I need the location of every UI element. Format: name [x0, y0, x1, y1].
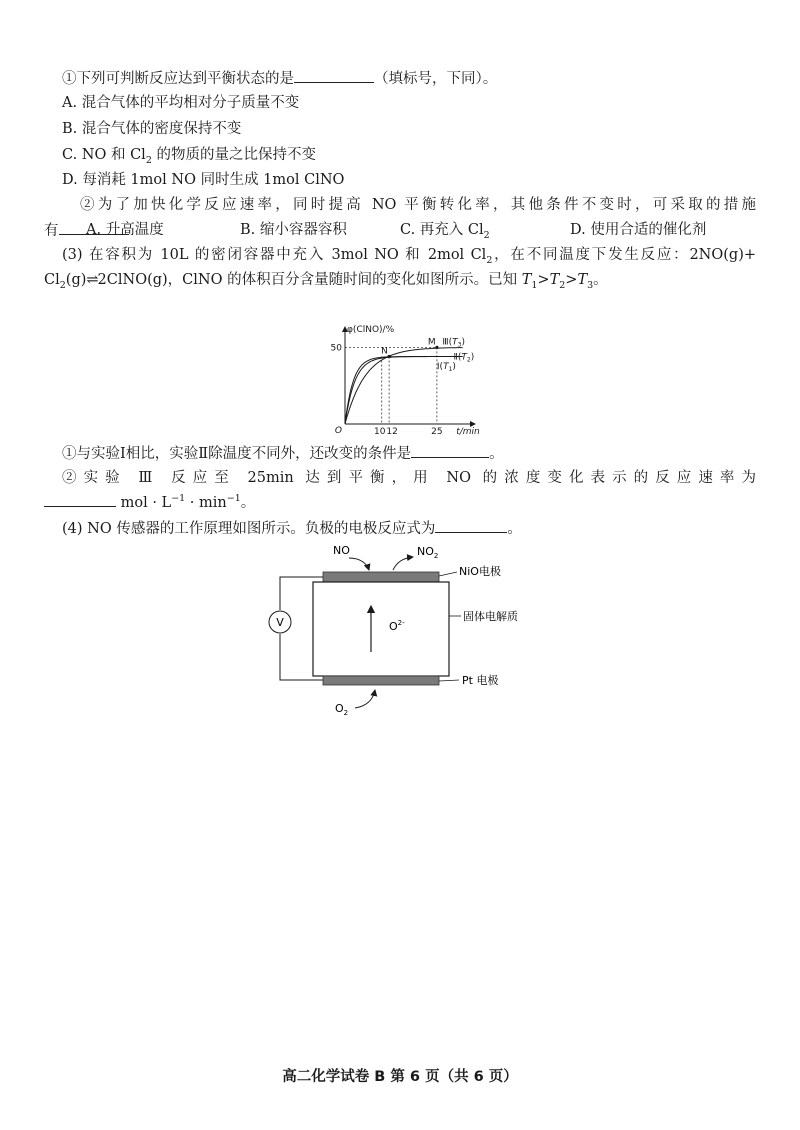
q2-options: [44, 220, 764, 241]
x-axis-label: t/min: [456, 427, 480, 437]
series-label-1: $Ⅲ(T_3)$: [442, 337, 465, 349]
q1-stem: [62, 68, 497, 89]
subscript: 2: [433, 552, 439, 560]
q1-stem-text: ①下列可判断反应达到平衡状态的是: [62, 71, 294, 87]
q2-option-c: [400, 220, 490, 240]
temp-symbol: T: [549, 272, 560, 288]
unit-mol-l: mol · L: [120, 495, 172, 511]
q3-g: (g): [65, 272, 87, 288]
series-label-3: $Ⅰ(T_1)$: [436, 361, 456, 373]
o2-in-arrow-icon: [355, 690, 375, 708]
unit-min: · min: [185, 495, 227, 511]
superscript: 2-: [397, 619, 405, 627]
q2-option-d: D. 使用合适的催化剂: [570, 222, 707, 238]
period: 。: [240, 495, 256, 511]
period: 。: [489, 446, 504, 462]
no2-outlet-label: [417, 545, 438, 560]
q2-stem: ②为了加快化学反应速率，同时提高 NO 平衡转化率，其他条件不变时，可采取的措施: [80, 197, 756, 213]
q1-option-d: D. 每消耗 1mol NO 同时生成 1mol ClNO: [62, 172, 345, 188]
o2-label: [335, 702, 348, 717]
gt-sign: >: [565, 272, 578, 288]
no-in-arrow-icon: [349, 558, 369, 570]
no-inlet-label: NO: [333, 544, 350, 557]
x-tick-label: 25: [431, 427, 443, 437]
answer-blank[interactable]: [44, 492, 116, 507]
subscript: 1: [531, 279, 538, 291]
subscript: 2: [343, 709, 349, 717]
x-tick-label: 12: [386, 427, 398, 437]
q3-cl: Cl: [44, 272, 60, 288]
page-footer: 高二化学试卷 B 第 6 页（共 6 页）: [282, 1069, 518, 1085]
q2-option-a: A. 升高温度: [86, 222, 164, 238]
no-sensor-diagram: [265, 540, 565, 720]
no2-out-arrow-icon: [393, 557, 413, 570]
subscript: 2: [145, 154, 152, 166]
q1-stem-suffix: （填标号，下同）。: [374, 71, 498, 87]
pt-electrode: [323, 676, 439, 685]
nio-electrode-label: NiO电极: [459, 565, 501, 578]
q3-line2-text: 2ClNO(g)，ClNO 的体积百分含量随时间的变化如图所示。已知: [97, 272, 518, 288]
q3-sub1-text: ①与实验Ⅰ相比，实验Ⅱ除温度不同外，还改变的条件是: [62, 446, 412, 462]
equilibrium-arrow-icon: ⇌: [86, 272, 98, 288]
q3-sub1: [62, 443, 504, 464]
q1-option-c-text: C. NO 和 Cl: [62, 147, 146, 163]
q4-text: (4) NO 传感器的工作原理如图所示。负极的电极反应式为: [62, 521, 436, 537]
q1-option-a: A. 混合气体的平均相对分子质量不变: [62, 95, 300, 111]
q3-stem-line2: [44, 270, 608, 290]
q3-stem-line1: [62, 245, 756, 265]
q3-line1-rest: ，在不同温度下发生反应：2NO(g)+: [492, 247, 757, 263]
x-tick-label: 10: [374, 427, 386, 437]
q2-prefix: 有: [44, 223, 59, 239]
solid-electrolyte: [313, 582, 449, 676]
subscript: 2: [486, 254, 493, 266]
ion-symbol: O: [389, 620, 398, 633]
answer-blank[interactable]: [294, 68, 374, 83]
electrolyte-label: 固体电解质: [463, 610, 518, 623]
y-axis-label: φ(ClNO)/%: [347, 325, 395, 335]
superscript: −1: [226, 493, 241, 505]
voltmeter-label: V: [276, 616, 284, 629]
series-curve-iii: [345, 348, 463, 424]
superscript: −1: [171, 493, 186, 505]
origin-label: O: [334, 426, 342, 436]
q1-option-c: [62, 145, 316, 165]
period: 。: [507, 521, 522, 537]
answer-blank[interactable]: [411, 443, 489, 458]
leader-line: [439, 572, 457, 576]
point-label-n: N: [381, 346, 388, 357]
q3-sub2: ②实验 Ⅲ 反应至 25min 达到平衡，用 NO 的浓度变化表示的反应速率为: [62, 470, 756, 486]
subscript: 2: [483, 229, 490, 241]
answer-blank[interactable]: [435, 518, 507, 533]
q3-sub2-unit: [44, 492, 255, 513]
q4-stem: [62, 518, 522, 539]
q1-option-c-rest: 的物质的量之比保持不变: [151, 147, 316, 163]
gt-sign: >: [537, 272, 550, 288]
period: 。: [593, 272, 608, 288]
y-tick-label: 50: [330, 343, 342, 354]
nio-electrode: [323, 572, 439, 582]
no2-text: NO: [417, 545, 434, 558]
subscript: 3: [587, 279, 594, 291]
q3-line1-text: (3) 在容积为 10L 的密闭容器中充入 3mol NO 和 2mol Cl: [62, 247, 487, 263]
leader-line: [439, 680, 459, 681]
temp-symbol: T: [521, 272, 532, 288]
q1-option-b: B. 混合气体的密度保持不变: [62, 121, 242, 137]
q2-option-c-text: C. 再充入 Cl: [400, 222, 484, 238]
q2-option-b: B. 缩小容器容积: [240, 222, 347, 238]
o2-text: O: [335, 702, 344, 715]
subscript: 2: [559, 279, 566, 291]
subscript: 2: [59, 279, 66, 291]
pt-electrode-label: Pt 电极: [462, 674, 499, 687]
series-label-2: $Ⅱ(T_2)$: [453, 352, 475, 364]
temp-symbol: T: [577, 272, 588, 288]
point-label-m: M: [427, 337, 436, 348]
clno-volume-fraction-chart: [320, 322, 480, 442]
